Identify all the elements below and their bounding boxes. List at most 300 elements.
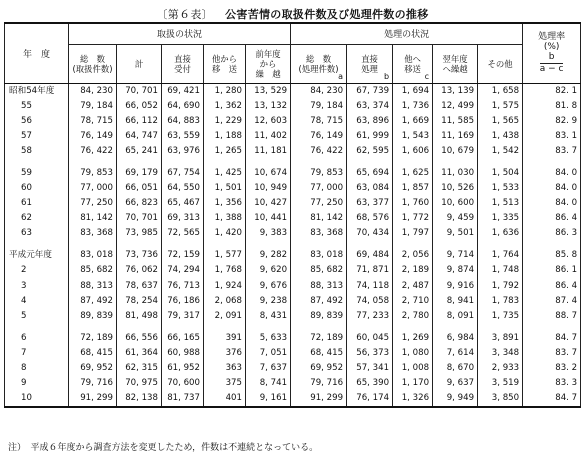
direct-received-cell: 63, 559 bbox=[162, 129, 204, 144]
transferred-in-cell: 1, 356 bbox=[204, 196, 246, 211]
total-handled-cell: 78, 715 bbox=[69, 114, 117, 129]
transferred-in-cell: 1, 768 bbox=[204, 263, 246, 278]
transferred-in-cell: 2, 091 bbox=[204, 309, 246, 324]
next-year-cell: 11, 169 bbox=[433, 129, 478, 144]
other-cell: 1, 335 bbox=[478, 211, 523, 226]
header-subtotal: 計 bbox=[117, 44, 162, 83]
header-processing-group: 処理の状況 bbox=[291, 23, 523, 44]
spacer-cell bbox=[393, 159, 433, 166]
table-row bbox=[5, 361, 581, 376]
header-total-handled: 総 数 (取扱件数) bbox=[69, 44, 117, 83]
header-next-year: 翌年度 へ繰越 bbox=[433, 44, 478, 83]
direct-processed-cell: 76, 174 bbox=[347, 391, 393, 407]
spacer-cell bbox=[5, 241, 69, 248]
subtotal-cell: 66, 112 bbox=[117, 114, 162, 129]
ratio-cell: 84. 0 bbox=[523, 181, 581, 196]
transferred-out-cell: 1, 170 bbox=[393, 376, 433, 391]
table-row bbox=[5, 391, 581, 407]
next-year-cell: 10, 679 bbox=[433, 144, 478, 159]
total-handled-cell: 81, 142 bbox=[69, 211, 117, 226]
next-year-cell: 9, 714 bbox=[433, 248, 478, 263]
table-row bbox=[5, 376, 581, 391]
subtotal-cell: 64, 747 bbox=[117, 129, 162, 144]
other-cell: 1, 565 bbox=[478, 114, 523, 129]
year-cell: 10 bbox=[5, 391, 69, 407]
ratio-cell: 83. 3 bbox=[523, 376, 581, 391]
total-handled-cell: 79, 853 bbox=[69, 166, 117, 181]
carried-over-cell: 8, 431 bbox=[246, 309, 291, 324]
header-ratio bbox=[523, 23, 581, 83]
direct-processed-cell: 60, 045 bbox=[347, 331, 393, 346]
spacer-cell bbox=[478, 159, 523, 166]
total-handled-cell: 89, 839 bbox=[69, 309, 117, 324]
next-year-cell: 8, 091 bbox=[433, 309, 478, 324]
processed-total-cell: 89, 839 bbox=[291, 309, 347, 324]
ratio-title: 処理率 bbox=[538, 32, 566, 43]
year-cell: 7 bbox=[5, 346, 69, 361]
subtotal-cell: 69, 179 bbox=[117, 166, 162, 181]
other-cell: 1, 504 bbox=[478, 166, 523, 181]
other-cell: 3, 891 bbox=[478, 331, 523, 346]
spacer-cell bbox=[246, 241, 291, 248]
transferred-out-cell: 1, 606 bbox=[393, 144, 433, 159]
table-row bbox=[5, 263, 581, 278]
subtotal-cell: 78, 254 bbox=[117, 294, 162, 309]
transferred-in-cell: 1, 425 bbox=[204, 166, 246, 181]
total-handled-cell: 85, 682 bbox=[69, 263, 117, 278]
table-row bbox=[5, 99, 581, 114]
carried-over-cell: 9, 676 bbox=[246, 279, 291, 294]
direct-processed-cell: 63, 374 bbox=[347, 99, 393, 114]
total-handled-cell: 83, 368 bbox=[69, 226, 117, 241]
transferred-in-cell: 1, 388 bbox=[204, 211, 246, 226]
direct-received-cell: 81, 737 bbox=[162, 391, 204, 407]
subtotal-cell: 61, 364 bbox=[117, 346, 162, 361]
transferred-out-cell: 2, 056 bbox=[393, 248, 433, 263]
spacer-cell bbox=[204, 324, 246, 331]
spacer-cell bbox=[117, 159, 162, 166]
table-row bbox=[5, 83, 581, 99]
total-handled-cell: 77, 250 bbox=[69, 196, 117, 211]
spacer-cell bbox=[523, 241, 581, 248]
year-cell: 9 bbox=[5, 376, 69, 391]
direct-received-cell: 69, 313 bbox=[162, 211, 204, 226]
spacer-cell bbox=[433, 324, 478, 331]
spacer-cell bbox=[291, 159, 347, 166]
next-year-cell: 11, 030 bbox=[433, 166, 478, 181]
table-row bbox=[5, 294, 581, 309]
direct-received-cell: 66, 165 bbox=[162, 331, 204, 346]
subtotal-cell: 73, 736 bbox=[117, 248, 162, 263]
ratio-cell: 88. 7 bbox=[523, 309, 581, 324]
spacer-cell bbox=[117, 324, 162, 331]
next-year-cell: 11, 585 bbox=[433, 114, 478, 129]
direct-received-cell: 61, 952 bbox=[162, 361, 204, 376]
processed-total-cell: 77, 250 bbox=[291, 196, 347, 211]
table-row bbox=[5, 114, 581, 129]
year-cell: 59 bbox=[5, 166, 69, 181]
spacer-cell bbox=[523, 159, 581, 166]
direct-processed-cell: 77, 233 bbox=[347, 309, 393, 324]
total-handled-cell: 69, 952 bbox=[69, 361, 117, 376]
spacer-cell bbox=[69, 159, 117, 166]
ratio-cell: 84. 0 bbox=[523, 166, 581, 181]
table-title-text: 公害苦情の取扱件数及び処理件数の推移 bbox=[225, 8, 429, 21]
year-cell: 平成元年度 bbox=[5, 248, 69, 263]
total-handled-cell: 77, 000 bbox=[69, 181, 117, 196]
transferred-out-cell: 1, 269 bbox=[393, 331, 433, 346]
transferred-out-cell: 1, 326 bbox=[393, 391, 433, 407]
direct-processed-cell: 71, 871 bbox=[347, 263, 393, 278]
next-year-cell: 13, 139 bbox=[433, 83, 478, 99]
direct-received-cell: 76, 186 bbox=[162, 294, 204, 309]
table-row bbox=[5, 129, 581, 144]
transferred-out-cell: 1, 008 bbox=[393, 361, 433, 376]
spacer-cell bbox=[117, 241, 162, 248]
subtotal-cell: 66, 823 bbox=[117, 196, 162, 211]
next-year-cell: 6, 984 bbox=[433, 331, 478, 346]
processed-total-cell: 83, 368 bbox=[291, 226, 347, 241]
spacer-cell bbox=[433, 159, 478, 166]
ratio-cell: 86. 4 bbox=[523, 279, 581, 294]
year-cell: 61 bbox=[5, 196, 69, 211]
processed-total-cell: 76, 149 bbox=[291, 129, 347, 144]
transferred-in-cell: 2, 068 bbox=[204, 294, 246, 309]
processed-total-cell: 85, 682 bbox=[291, 263, 347, 278]
other-cell: 1, 575 bbox=[478, 99, 523, 114]
transferred-in-cell: 1, 362 bbox=[204, 99, 246, 114]
direct-received-cell: 74, 294 bbox=[162, 263, 204, 278]
table-title bbox=[0, 6, 585, 22]
processed-total-cell: 72, 189 bbox=[291, 331, 347, 346]
next-year-cell: 9, 501 bbox=[433, 226, 478, 241]
carried-over-cell: 10, 427 bbox=[246, 196, 291, 211]
direct-received-cell: 60, 988 bbox=[162, 346, 204, 361]
header-row-columns bbox=[5, 44, 581, 83]
header-other: その他 bbox=[478, 44, 523, 83]
carried-over-cell: 8, 741 bbox=[246, 376, 291, 391]
table-row bbox=[5, 196, 581, 211]
year-cell: 4 bbox=[5, 294, 69, 309]
next-year-cell: 9, 637 bbox=[433, 376, 478, 391]
header-sub-b: b bbox=[383, 71, 390, 81]
other-cell: 3, 519 bbox=[478, 376, 523, 391]
next-year-cell: 10, 526 bbox=[433, 181, 478, 196]
transferred-out-cell: 1, 080 bbox=[393, 346, 433, 361]
spacer-cell bbox=[523, 324, 581, 331]
transferred-out-cell: 1, 797 bbox=[393, 226, 433, 241]
header-row-groups bbox=[5, 23, 581, 44]
transferred-out-cell: 1, 760 bbox=[393, 196, 433, 211]
ratio-cell: 81. 8 bbox=[523, 99, 581, 114]
processed-total-cell: 88, 313 bbox=[291, 279, 347, 294]
year-cell: 58 bbox=[5, 144, 69, 159]
ratio-cell: 86. 1 bbox=[523, 263, 581, 278]
ratio-cell: 83. 1 bbox=[523, 129, 581, 144]
subtotal-cell: 70, 975 bbox=[117, 376, 162, 391]
table-row bbox=[5, 211, 581, 226]
ratio-cell: 83. 2 bbox=[523, 361, 581, 376]
footnote: 注） 平成６年度から調査方法を変更したため，件数は不連続となっている。 bbox=[8, 443, 319, 453]
header-carried-over: 前年度 から 繰 越 bbox=[246, 44, 291, 83]
spacer-cell bbox=[478, 241, 523, 248]
total-handled-cell: 79, 716 bbox=[69, 376, 117, 391]
spacer-cell bbox=[433, 241, 478, 248]
year-cell: 5 bbox=[5, 309, 69, 324]
carried-over-cell: 9, 282 bbox=[246, 248, 291, 263]
subtotal-cell: 70, 701 bbox=[117, 83, 162, 99]
spacer-cell bbox=[478, 324, 523, 331]
table-row bbox=[5, 331, 581, 346]
total-handled-cell: 72, 189 bbox=[69, 331, 117, 346]
header-year: 年 度 bbox=[5, 23, 69, 83]
direct-processed-cell: 74, 058 bbox=[347, 294, 393, 309]
year-cell: 63 bbox=[5, 226, 69, 241]
subtotal-cell: 81, 498 bbox=[117, 309, 162, 324]
direct-received-cell: 72, 565 bbox=[162, 226, 204, 241]
next-year-cell: 9, 949 bbox=[433, 391, 478, 407]
total-handled-cell: 91, 299 bbox=[69, 391, 117, 407]
direct-processed-cell: 63, 084 bbox=[347, 181, 393, 196]
direct-processed-cell: 57, 341 bbox=[347, 361, 393, 376]
direct-processed-cell: 63, 896 bbox=[347, 114, 393, 129]
spacer-cell bbox=[162, 324, 204, 331]
ratio-cell: 87. 4 bbox=[523, 294, 581, 309]
transferred-out-cell: 2, 780 bbox=[393, 309, 433, 324]
subtotal-cell: 70, 701 bbox=[117, 211, 162, 226]
carried-over-cell: 10, 441 bbox=[246, 211, 291, 226]
direct-processed-cell: 69, 484 bbox=[347, 248, 393, 263]
other-cell: 1, 542 bbox=[478, 144, 523, 159]
carried-over-cell: 9, 238 bbox=[246, 294, 291, 309]
processed-total-cell: 78, 715 bbox=[291, 114, 347, 129]
transferred-out-cell: 2, 487 bbox=[393, 279, 433, 294]
table-row bbox=[5, 181, 581, 196]
transferred-in-cell: 1, 420 bbox=[204, 226, 246, 241]
transferred-out-cell: 1, 857 bbox=[393, 181, 433, 196]
transferred-out-cell: 1, 625 bbox=[393, 166, 433, 181]
spacer-cell bbox=[5, 324, 69, 331]
processed-total-cell: 84, 230 bbox=[291, 83, 347, 99]
ratio-cell: 85. 8 bbox=[523, 248, 581, 263]
table-row bbox=[5, 226, 581, 241]
transferred-out-cell: 1, 543 bbox=[393, 129, 433, 144]
direct-received-cell: 64, 550 bbox=[162, 181, 204, 196]
spacer-cell bbox=[291, 241, 347, 248]
other-cell: 1, 735 bbox=[478, 309, 523, 324]
spacer-cell bbox=[5, 159, 69, 166]
next-year-cell: 9, 874 bbox=[433, 263, 478, 278]
direct-processed-cell: 68, 576 bbox=[347, 211, 393, 226]
year-cell: 55 bbox=[5, 99, 69, 114]
total-handled-cell: 79, 184 bbox=[69, 99, 117, 114]
direct-received-cell: 70, 600 bbox=[162, 376, 204, 391]
ratio-cell: 86. 4 bbox=[523, 211, 581, 226]
direct-received-cell: 65, 467 bbox=[162, 196, 204, 211]
total-handled-cell: 76, 422 bbox=[69, 144, 117, 159]
carried-over-cell: 12, 603 bbox=[246, 114, 291, 129]
year-cell: 57 bbox=[5, 129, 69, 144]
carried-over-cell: 11, 402 bbox=[246, 129, 291, 144]
transferred-out-cell: 1, 736 bbox=[393, 99, 433, 114]
next-year-cell: 10, 600 bbox=[433, 196, 478, 211]
spacer-cell bbox=[291, 324, 347, 331]
year-cell: 62 bbox=[5, 211, 69, 226]
next-year-cell: 12, 499 bbox=[433, 99, 478, 114]
subtotal-cell: 66, 052 bbox=[117, 99, 162, 114]
table-row bbox=[5, 248, 581, 263]
other-cell: 1, 783 bbox=[478, 294, 523, 309]
spacer-cell bbox=[204, 241, 246, 248]
next-year-cell: 8, 670 bbox=[433, 361, 478, 376]
spacer-cell bbox=[246, 324, 291, 331]
header-transferred-in: 他から 移 送 bbox=[204, 44, 246, 83]
processed-total-cell: 77, 000 bbox=[291, 181, 347, 196]
header-direct-received: 直接 受付 bbox=[162, 44, 204, 83]
year-cell: 56 bbox=[5, 114, 69, 129]
year-cell: 60 bbox=[5, 181, 69, 196]
carried-over-cell: 9, 383 bbox=[246, 226, 291, 241]
transferred-in-cell: 1, 229 bbox=[204, 114, 246, 129]
processed-total-cell: 69, 952 bbox=[291, 361, 347, 376]
direct-processed-cell: 61, 999 bbox=[347, 129, 393, 144]
total-handled-cell: 88, 313 bbox=[69, 279, 117, 294]
other-cell: 1, 533 bbox=[478, 181, 523, 196]
other-cell: 2, 933 bbox=[478, 361, 523, 376]
header-direct-processed: 直接 処理 b bbox=[347, 44, 393, 83]
carried-over-cell: 11, 181 bbox=[246, 144, 291, 159]
transferred-out-cell: 1, 772 bbox=[393, 211, 433, 226]
ratio-cell: 83. 7 bbox=[523, 144, 581, 159]
year-cell: 8 bbox=[5, 361, 69, 376]
transferred-in-cell: 1, 501 bbox=[204, 181, 246, 196]
transferred-in-cell: 391 bbox=[204, 331, 246, 346]
subtotal-cell: 65, 241 bbox=[117, 144, 162, 159]
other-cell: 1, 748 bbox=[478, 263, 523, 278]
ratio-cell: 86. 3 bbox=[523, 226, 581, 241]
table-row bbox=[5, 166, 581, 181]
header-transferred-out: 他へ 移送 c bbox=[393, 44, 433, 83]
processed-total-cell: 81, 142 bbox=[291, 211, 347, 226]
carried-over-cell: 5, 633 bbox=[246, 331, 291, 346]
ratio-cell: 84. 7 bbox=[523, 391, 581, 407]
carried-over-cell: 7, 051 bbox=[246, 346, 291, 361]
other-cell: 1, 764 bbox=[478, 248, 523, 263]
carried-over-cell: 10, 949 bbox=[246, 181, 291, 196]
spacer-cell bbox=[69, 241, 117, 248]
ratio-formula bbox=[540, 52, 564, 74]
ratio-cell: 82. 9 bbox=[523, 114, 581, 129]
processed-total-cell: 87, 492 bbox=[291, 294, 347, 309]
processed-total-cell: 79, 853 bbox=[291, 166, 347, 181]
ratio-cell: 83. 7 bbox=[523, 346, 581, 361]
carried-over-cell: 9, 161 bbox=[246, 391, 291, 407]
total-handled-cell: 76, 149 bbox=[69, 129, 117, 144]
group-spacer bbox=[5, 159, 581, 166]
transferred-in-cell: 1, 188 bbox=[204, 129, 246, 144]
processed-total-cell: 91, 299 bbox=[291, 391, 347, 407]
year-cell: 3 bbox=[5, 279, 69, 294]
table-row bbox=[5, 346, 581, 361]
total-handled-cell: 68, 415 bbox=[69, 346, 117, 361]
next-year-cell: 9, 459 bbox=[433, 211, 478, 226]
complaints-table bbox=[4, 22, 581, 408]
transferred-out-cell: 2, 710 bbox=[393, 294, 433, 309]
transferred-in-cell: 1, 577 bbox=[204, 248, 246, 263]
total-handled-cell: 87, 492 bbox=[69, 294, 117, 309]
subtotal-cell: 66, 556 bbox=[117, 331, 162, 346]
other-cell: 1, 658 bbox=[478, 83, 523, 99]
carried-over-cell: 9, 620 bbox=[246, 263, 291, 278]
direct-received-cell: 72, 159 bbox=[162, 248, 204, 263]
processed-total-cell: 68, 415 bbox=[291, 346, 347, 361]
spacer-cell bbox=[204, 159, 246, 166]
ratio-denominator: a − c bbox=[539, 64, 564, 75]
subtotal-cell: 78, 637 bbox=[117, 279, 162, 294]
direct-processed-cell: 67, 739 bbox=[347, 83, 393, 99]
processed-total-cell: 83, 018 bbox=[291, 248, 347, 263]
year-cell: 6 bbox=[5, 331, 69, 346]
transferred-in-cell: 1, 280 bbox=[204, 83, 246, 99]
carried-over-cell: 7, 637 bbox=[246, 361, 291, 376]
spacer-cell bbox=[393, 324, 433, 331]
other-cell: 1, 792 bbox=[478, 279, 523, 294]
subtotal-cell: 62, 315 bbox=[117, 361, 162, 376]
transferred-out-cell: 2, 189 bbox=[393, 263, 433, 278]
direct-received-cell: 64, 690 bbox=[162, 99, 204, 114]
subtotal-cell: 73, 985 bbox=[117, 226, 162, 241]
direct-processed-cell: 56, 373 bbox=[347, 346, 393, 361]
direct-received-cell: 79, 317 bbox=[162, 309, 204, 324]
direct-received-cell: 64, 883 bbox=[162, 114, 204, 129]
ratio-cell: 82. 1 bbox=[523, 83, 581, 99]
spacer-cell bbox=[393, 241, 433, 248]
other-cell: 1, 636 bbox=[478, 226, 523, 241]
carried-over-cell: 13, 529 bbox=[246, 83, 291, 99]
processed-total-cell: 79, 716 bbox=[291, 376, 347, 391]
ratio-numerator: b bbox=[548, 52, 555, 63]
direct-received-cell: 67, 754 bbox=[162, 166, 204, 181]
direct-received-cell: 76, 713 bbox=[162, 279, 204, 294]
year-cell: 2 bbox=[5, 263, 69, 278]
table-body bbox=[5, 83, 581, 407]
direct-processed-cell: 74, 118 bbox=[347, 279, 393, 294]
direct-processed-cell: 65, 694 bbox=[347, 166, 393, 181]
spacer-cell bbox=[347, 324, 393, 331]
direct-processed-cell: 65, 390 bbox=[347, 376, 393, 391]
total-handled-cell: 83, 018 bbox=[69, 248, 117, 263]
table-row bbox=[5, 144, 581, 159]
carried-over-cell: 13, 132 bbox=[246, 99, 291, 114]
next-year-cell: 8, 941 bbox=[433, 294, 478, 309]
spacer-cell bbox=[69, 324, 117, 331]
processed-total-cell: 76, 422 bbox=[291, 144, 347, 159]
next-year-cell: 9, 916 bbox=[433, 279, 478, 294]
transferred-out-cell: 1, 694 bbox=[393, 83, 433, 99]
ratio-unit: (%) bbox=[543, 42, 560, 53]
transferred-in-cell: 401 bbox=[204, 391, 246, 407]
direct-received-cell: 69, 421 bbox=[162, 83, 204, 99]
group-spacer bbox=[5, 324, 581, 331]
spacer-cell bbox=[162, 241, 204, 248]
transferred-in-cell: 363 bbox=[204, 361, 246, 376]
spacer-cell bbox=[347, 241, 393, 248]
group-spacer bbox=[5, 241, 581, 248]
spacer-cell bbox=[162, 159, 204, 166]
subtotal-cell: 76, 062 bbox=[117, 263, 162, 278]
table-row bbox=[5, 279, 581, 294]
transferred-in-cell: 375 bbox=[204, 376, 246, 391]
